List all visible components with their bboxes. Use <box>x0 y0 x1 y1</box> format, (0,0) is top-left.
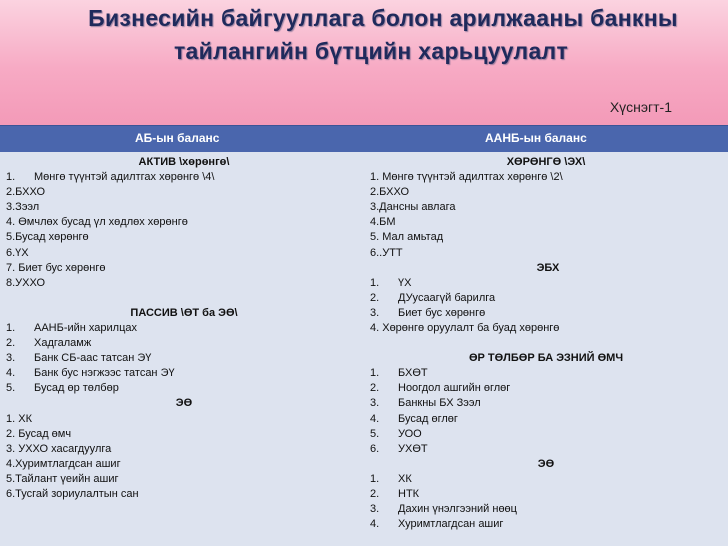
slide-title-line-2: тайлангийн бүтцийн харьцуулалт <box>173 38 569 64</box>
list-item <box>370 215 722 230</box>
list-item <box>370 276 722 291</box>
slide-header <box>0 0 728 125</box>
list-item-text: Бусад өр төлбөр <box>34 382 119 395</box>
left-asset-heading: АКТИВ \хөрөнгө\ <box>138 156 230 168</box>
list-item-text: Хуримтлагдсан ашиг <box>398 518 504 531</box>
list-item <box>370 185 722 200</box>
list-item <box>6 261 362 276</box>
list-item-text: 5.Бусад хөрөнгө <box>6 231 89 244</box>
list-item <box>370 291 722 306</box>
list-item <box>370 517 722 532</box>
list-item <box>6 170 362 185</box>
right-noncurrent-list <box>370 276 722 336</box>
list-item-number: 2. <box>6 337 16 350</box>
list-item <box>370 502 722 517</box>
list-item-text: ААНБ-ийн харилцах <box>34 321 138 334</box>
list-item <box>370 230 722 245</box>
list-item-text: ХК <box>398 472 412 485</box>
list-item <box>6 230 362 245</box>
list-item <box>370 170 722 185</box>
right-noncurrent-heading: ЭБХ <box>536 261 560 274</box>
left-asset-list <box>6 170 362 291</box>
list-item <box>370 472 722 487</box>
list-item-text: Биет бус хөрөнгө <box>398 306 486 319</box>
left-column <box>6 155 362 502</box>
list-item-number: 3. <box>370 397 380 410</box>
list-item-text: 4.Хуримтлагдсан ашиг <box>6 457 121 470</box>
list-item-text: Банкны БХ Зээл <box>398 397 481 410</box>
list-item-text: НТК <box>398 487 420 500</box>
list-item <box>6 487 362 502</box>
list-item-number: 4. <box>370 412 380 425</box>
right-column-header: ААНБ-ын баланс <box>485 131 587 145</box>
list-item-number: 1. <box>6 171 16 184</box>
list-item-text: 1. Мөнгө түүнтэй адилтгах хөрөнгө \2\ <box>370 171 563 184</box>
list-item <box>370 412 722 427</box>
list-item-text: 5.Тайлант үеийн ашиг <box>6 472 119 485</box>
list-item-text: Ноогдол ашгийн өглөг <box>398 382 511 395</box>
right-liability-list <box>370 366 722 457</box>
list-item-text: 3.Дансны авлага <box>370 201 456 214</box>
list-item-text: ДУусаагүй барилга <box>398 291 496 304</box>
list-item-number: 3. <box>6 352 16 365</box>
list-item <box>370 442 722 457</box>
right-column <box>370 155 722 532</box>
list-item-text: Хадгаламж <box>34 337 92 350</box>
list-item-number: 5. <box>6 382 16 395</box>
list-item-number: 3. <box>370 503 380 516</box>
list-item <box>370 200 722 215</box>
list-item <box>6 366 362 381</box>
list-item-text: 5. Мал амьтад <box>370 231 444 244</box>
list-item-text: Мөнгө түүнтэй адилтгах хөрөнгө \4\ <box>34 171 215 184</box>
list-item-text: 4. Хөрөнгө оруулалт ба буад хөрөнгө <box>370 322 560 335</box>
list-item <box>6 472 362 487</box>
list-item <box>6 381 362 396</box>
left-equity-heading: ЭӨ <box>175 397 193 410</box>
list-item-text: 3. УХХО хасагдуулга <box>6 442 112 455</box>
list-item <box>370 246 722 261</box>
list-item-text: УХӨТ <box>398 442 428 455</box>
left-liability-heading: ПАССИВ \ӨТ ба ЭӨ\ <box>130 306 238 319</box>
list-item-number: 1. <box>370 367 380 380</box>
list-item-number: 2. <box>370 487 380 500</box>
list-item <box>370 366 722 381</box>
right-asset-heading: ХӨРӨНГӨ \ЭХ\ <box>506 156 586 168</box>
list-item-number: 6. <box>370 442 380 455</box>
list-item <box>370 487 722 502</box>
list-item-text: 6..УТТ <box>370 246 403 259</box>
list-item-number: 1. <box>370 276 380 289</box>
list-item <box>6 215 362 230</box>
list-item-text: 6.ҮХ <box>6 246 29 259</box>
list-item <box>370 306 722 321</box>
list-item-text: Бусад өглөг <box>398 412 458 425</box>
slide-title-line-1: Бизнесийн байгууллага болон арилжааны банкны <box>88 5 678 31</box>
left-column-header: АБ-ын баланс <box>135 131 220 145</box>
list-item <box>6 351 362 366</box>
column-header-bar <box>0 125 728 153</box>
list-item-text: 1. ХК <box>6 412 32 425</box>
left-equity-list <box>6 412 362 503</box>
list-item-text: 2.БХХО <box>6 186 46 199</box>
list-item-text: Дахин үнэлгээний нөөц <box>398 503 517 516</box>
list-item <box>6 427 362 442</box>
list-item-text: 8.УХХО <box>6 276 46 289</box>
right-liability-heading: ӨР ТӨЛБӨР БА ЭЗНИЙ ӨМЧ <box>468 352 624 365</box>
list-item-number: 4. <box>370 518 380 531</box>
list-item-text: 6.Тусгай зориулалтын сан <box>6 487 139 500</box>
list-item <box>370 427 722 442</box>
list-item-text: ҮХ <box>398 276 412 289</box>
list-item-number: 1. <box>6 321 16 334</box>
list-item-text: 7. Биет бус хөрөнгө <box>6 261 106 274</box>
table-caption: Хүснэгт-1 <box>609 99 672 115</box>
list-item-number: 1. <box>370 472 380 485</box>
list-item <box>6 276 362 291</box>
list-item <box>6 246 362 261</box>
list-item <box>370 381 722 396</box>
list-item <box>6 185 362 200</box>
right-equity-list <box>370 472 722 532</box>
left-liability-list <box>6 321 362 396</box>
list-item <box>6 321 362 336</box>
list-item <box>370 321 722 336</box>
list-item-text: 3.Зээл <box>6 201 40 214</box>
list-item-text: 2.БХХО <box>370 186 410 199</box>
list-item-text: 4.БМ <box>370 216 396 229</box>
list-item-text: УОО <box>398 427 422 440</box>
list-item-text: 4. Өмчлөх бусад үл хөдлөх хөрөнгө <box>6 216 188 229</box>
list-item-text: 2. Бусад өмч <box>6 427 72 440</box>
list-item-number: 5. <box>370 427 380 440</box>
list-item-number: 2. <box>370 382 380 395</box>
list-item <box>6 336 362 351</box>
list-item-text: Банк бус нэгжээс татсан ЭҮ <box>34 367 175 380</box>
list-item <box>6 457 362 472</box>
right-equity-heading: ЭӨ <box>537 457 555 470</box>
list-item-text: БХӨТ <box>398 367 428 380</box>
list-item-number: 4. <box>6 367 16 380</box>
list-item <box>6 442 362 457</box>
list-item <box>6 200 362 215</box>
list-item-number: 3. <box>370 306 380 319</box>
list-item <box>370 396 722 411</box>
right-current-asset-list <box>370 170 722 261</box>
list-item-number: 2. <box>370 291 380 304</box>
list-item <box>6 412 362 427</box>
list-item-text: Банк СБ-аас татсан ЭҮ <box>34 352 152 365</box>
